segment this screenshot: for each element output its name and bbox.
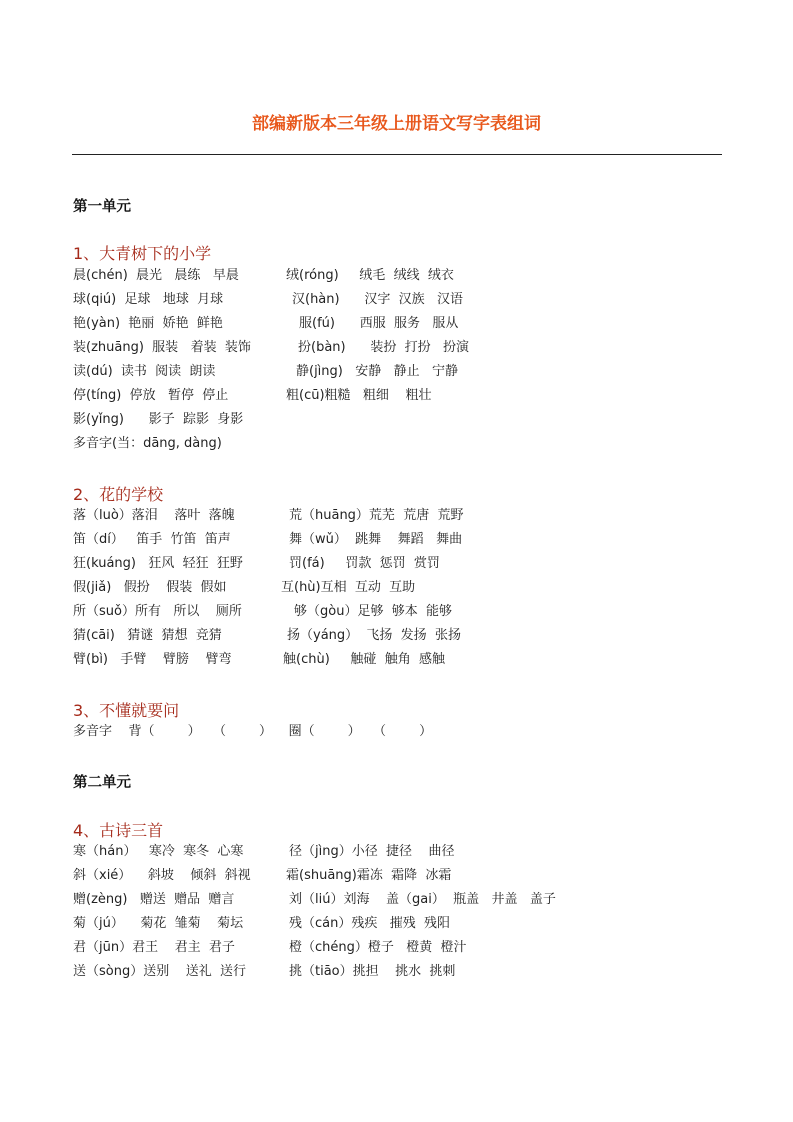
word-row (73, 964, 456, 980)
word-row (73, 916, 451, 932)
word-row (73, 580, 416, 596)
word-row (73, 628, 461, 644)
word-entry: 罚(fá) 罚款 惩罚 赏罚 (289, 556, 440, 571)
unit-heading-2: 第二单元 (73, 775, 131, 791)
word-row (73, 508, 464, 524)
word-entry: 粗(cū)粗糙 粗细 粗壮 (286, 388, 432, 403)
lesson-heading-1: 1、大青树下的小学 (73, 244, 212, 263)
word-row (73, 844, 455, 860)
word-row (73, 268, 454, 284)
word-entry: 寒（hán） 寒冷 寒冬 心寒 (73, 844, 244, 859)
word-entry: 赠(zèng) 赠送 赠品 赠言 (73, 892, 235, 907)
word-row (73, 652, 445, 668)
word-entry: 菊（jú） 菊花 雏菊 菊坛 (73, 916, 244, 931)
word-entry: 送（sòng）送别 送礼 送行 (73, 964, 247, 979)
word-entry: 晨(chén) 晨光 晨练 早晨 (73, 268, 239, 283)
word-row (73, 388, 432, 404)
lesson-heading-2: 2、花的学校 (73, 485, 164, 504)
unit-heading-1: 第一单元 (73, 199, 131, 215)
word-row (73, 604, 452, 620)
word-entry: 停(tíng) 停放 暂停 停止 (73, 388, 229, 403)
word-row (73, 556, 440, 572)
word-entry: 臂(bì) 手臂 臂膀 臂弯 (73, 652, 232, 667)
word-entry: 径（jìng）小径 捷径 曲径 (289, 844, 455, 859)
document-title: 部编新版本三年级上册语文写字表组词 (252, 114, 541, 134)
word-row (73, 532, 463, 548)
word-entry: 狂(kuáng) 狂风 轻狂 狂野 (73, 556, 243, 571)
word-row (73, 868, 452, 884)
word-entry: 互(hù)互相 互动 互助 (281, 580, 416, 595)
word-entry: 静(jìng) 安静 静止 宁静 (296, 364, 459, 379)
word-entry: 装(zhuāng) 服装 着装 装饰 (73, 340, 251, 355)
word-entry: 挑（tiāo）挑担 挑水 挑刺 (289, 964, 456, 979)
word-entry: 触(chù) 触碰 触角 感触 (283, 652, 445, 667)
word-entry: 扮(bàn) 装扮 打扮 扮演 (298, 340, 470, 355)
word-row (73, 892, 556, 908)
word-entry: 绒(róng) 绒毛 绒线 绒衣 (286, 268, 454, 283)
word-entry: 服(fú) 西服 服务 服从 (299, 316, 459, 331)
word-entry: 假(jiǎ) 假扮 假装 假如 (73, 580, 227, 595)
word-row (73, 316, 459, 332)
word-entry: 落（luò）落泪 落叶 落魄 (73, 508, 235, 523)
word-entry: 猜(cāi) 猜谜 猜想 竞猜 (73, 628, 222, 643)
word-entry: 汉(hàn) 汉字 汉族 汉语 (292, 292, 464, 307)
word-entry: 舞（wǔ） 跳舞 舞蹈 舞曲 (289, 532, 463, 547)
word-entry: 荒（huāng）荒芜 荒唐 荒野 (289, 508, 464, 523)
word-entry: 够（gòu）足够 够本 能够 (294, 604, 452, 619)
word-row (73, 364, 459, 380)
word-entry: 残（cán）残疾 摧残 残阳 (289, 916, 451, 931)
word-entry: 影(yǐng) 影子 踪影 身影 (73, 412, 244, 427)
word-entry: 斜（xié） 斜坡 倾斜 斜视 (73, 868, 251, 883)
lesson-heading-4: 4、古诗三首 (73, 821, 164, 840)
lesson-heading-3: 3、不懂就要问 (73, 701, 180, 720)
word-entry: 所（suǒ）所有 所以 厕所 (73, 604, 242, 619)
word-row (73, 940, 467, 956)
word-entry: 笛（dí） 笛手 竹笛 笛声 (73, 532, 231, 547)
word-row (73, 436, 222, 452)
word-entry: 橙（chéng）橙子 橙黄 橙汁 (289, 940, 467, 955)
word-entry: 君（jūn）君王 君主 君子 (73, 940, 235, 955)
word-entry: 读(dú) 读书 阅读 朗读 (73, 364, 216, 379)
polyphone-note: 多音字(当：dāng, dàng) (73, 436, 222, 451)
word-row (73, 340, 470, 356)
polyphone-exercise: 多音字 背（ ） （ ） 圈（ ） （ ） (73, 724, 433, 739)
word-entry: 艳(yàn) 艳丽 娇艳 鲜艳 (73, 316, 223, 331)
word-row (73, 412, 243, 428)
word-entry: 霜(shuāng)霜冻 霜降 冰霜 (286, 868, 452, 883)
word-entry: 刘（liú）刘海 盖（gai） 瓶盖 井盖 盖子 (289, 892, 556, 907)
title-divider (72, 154, 722, 155)
word-entry: 扬（yáng） 飞扬 发扬 张扬 (287, 628, 461, 643)
word-row (73, 724, 432, 740)
word-row (73, 292, 464, 308)
word-entry: 球(qiú) 足球 地球 月球 (73, 292, 224, 307)
